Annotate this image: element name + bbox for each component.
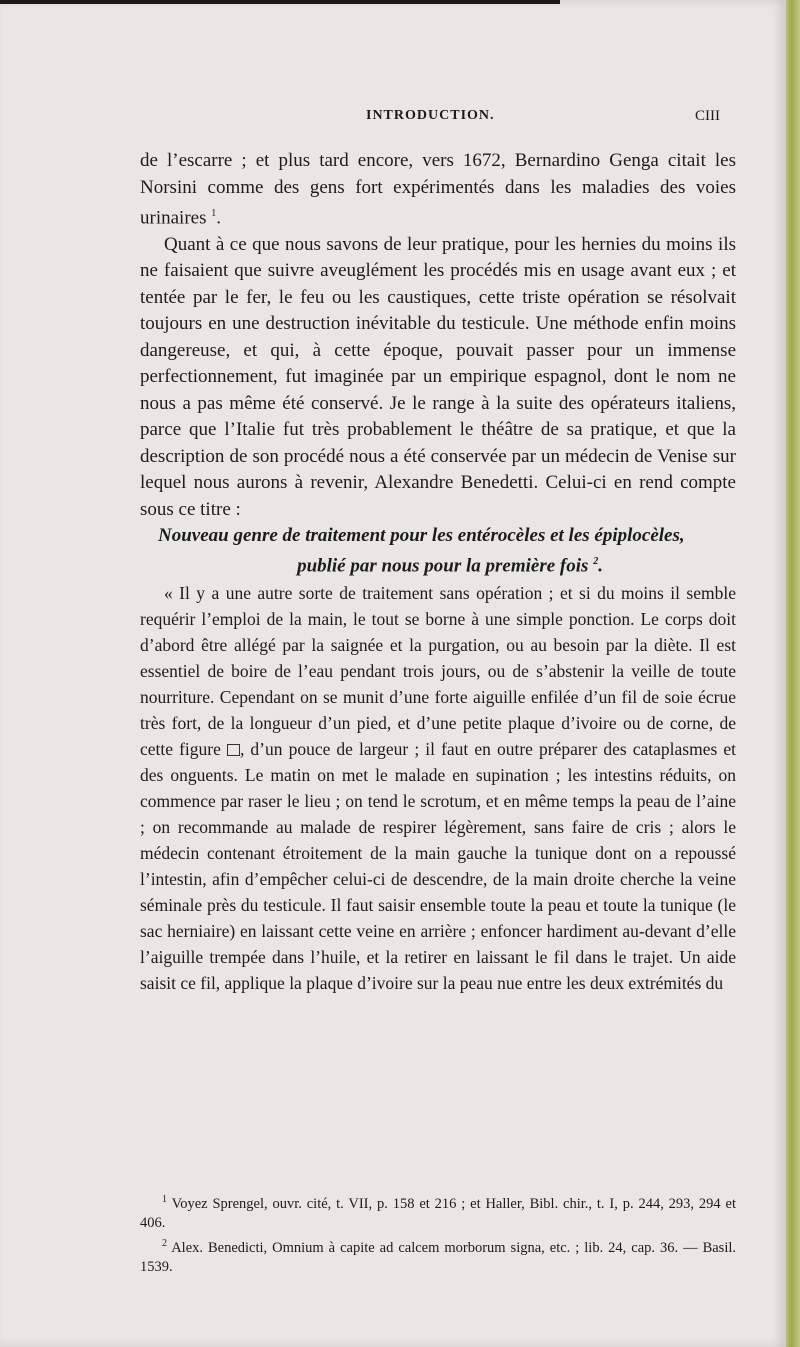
- footnote-1: $^1$ Voyez Sprengel, ouvr. cité, t. VII, p. 158 et 216 ; et Haller, Bibl. chir., t. I, p. 244, 293, 294 et 406.: [140, 1194, 736, 1231]
- running-head: [120, 108, 732, 130]
- footnotes: [140, 1190, 736, 1278]
- section-subtitle: publié par nous pour la première fois $^2$.: [297, 555, 603, 577]
- footnote-2: $^2$ Alex. Benedicti, Omnium à capite ad calcem morborum signa, etc. ; lib. 24, cap. 36. — Basil. 1539.: [140, 1237, 736, 1275]
- plaque-figure-icon: [227, 744, 240, 756]
- main-text: [140, 148, 736, 996]
- section-title: Nouveau genre de traitement pour les entérocèles et les épiplocèles,: [158, 525, 685, 547]
- footnote-ref-2: 2: [593, 556, 599, 568]
- running-title: INTRODUCTION.: [366, 108, 495, 123]
- page-number: CIII: [695, 108, 720, 124]
- book-spine-edge: [786, 0, 800, 1347]
- paragraph-2: Quant à ce que nous savons de leur pratique, pour les hernies du moins ils ne faisaient que suivre aveuglément les procédés mis en usage avant eux ; et tentée par le fer, le feu ou les caustiques, cette triste opération se résolvait toujours en une destruction inévitable du testicule. Une méthode enfin moins dangereuse, et qui, à cette époque, pouvait passer pour un immense perfectionnement, fut imaginée par un empirique espagnol, dont le nom ne nous a pas même été conservé. Je le range à la suite des opérateurs italiens, parce que l’Italie fut très probablement le théâtre de sa pratique, et que la description de son procédé nous a été conservée par un médecin de Venise sur lequel nous aurons à revenir, Alexandre Benedetti. Celui-ci en rend compte sous ce titre :: [140, 233, 736, 520]
- top-edge-line: [0, 0, 560, 4]
- footnote-ref-1: 1: [211, 208, 217, 219]
- paragraph-1: de l’escarre ; et plus tard encore, vers 1672, Bernardino Genga citait les Norsini comme des gens fort expérimentés dans les maladies des voies urinaires $^1$.: [140, 150, 736, 229]
- quotation: « Il y a une autre sorte de traitement sans opération ; et si du moins il semble requérir l’emploi de la main, le tout se borne à une simple ponction. Le corps doit d’abord être allégé par la saignée et la purgation, ou au besoin par la diète. Il est essentiel de boire de l’eau pendant trois jours, ou de s’abstenir la veille de toute nourriture. Cependant on se munit d’une forte aiguille enfilée d’un fil de soie écrue très fort, de la longueur d’un pied, et d’une petite plaque d’ivoire ou de corne, de cette figure , d’un pouce de largeur ; il faut en outre préparer des cataplasmes et des onguents. Le matin on met le malade en supination ; les intestins réduits, on commence par raser le lieu ; on tend le scrotum, et en même temps la peau de l’aine ; on recommande au malade de respirer légèrement, sans faire de cris ; alors le médecin contenant étroitement de la main gauche la tunique dont on a repoussé l’intestin, afin d’empêcher celui-ci de descendre, de la main droite cherche la veine séminale près du testicule. Il faut saisir ensemble toute la peau et toute la tunique (le sac herniaire) en laissant cette veine en arrière ; enfoncer hardiment au-devant d’elle l’aiguille trempée dans l’huile, et la retirer en laissant le fil dans le trajet. Un aide saisit ce fil, applique la plaque d’ivoire sur la peau nue entre les deux extrémités du: [140, 582, 737, 993]
